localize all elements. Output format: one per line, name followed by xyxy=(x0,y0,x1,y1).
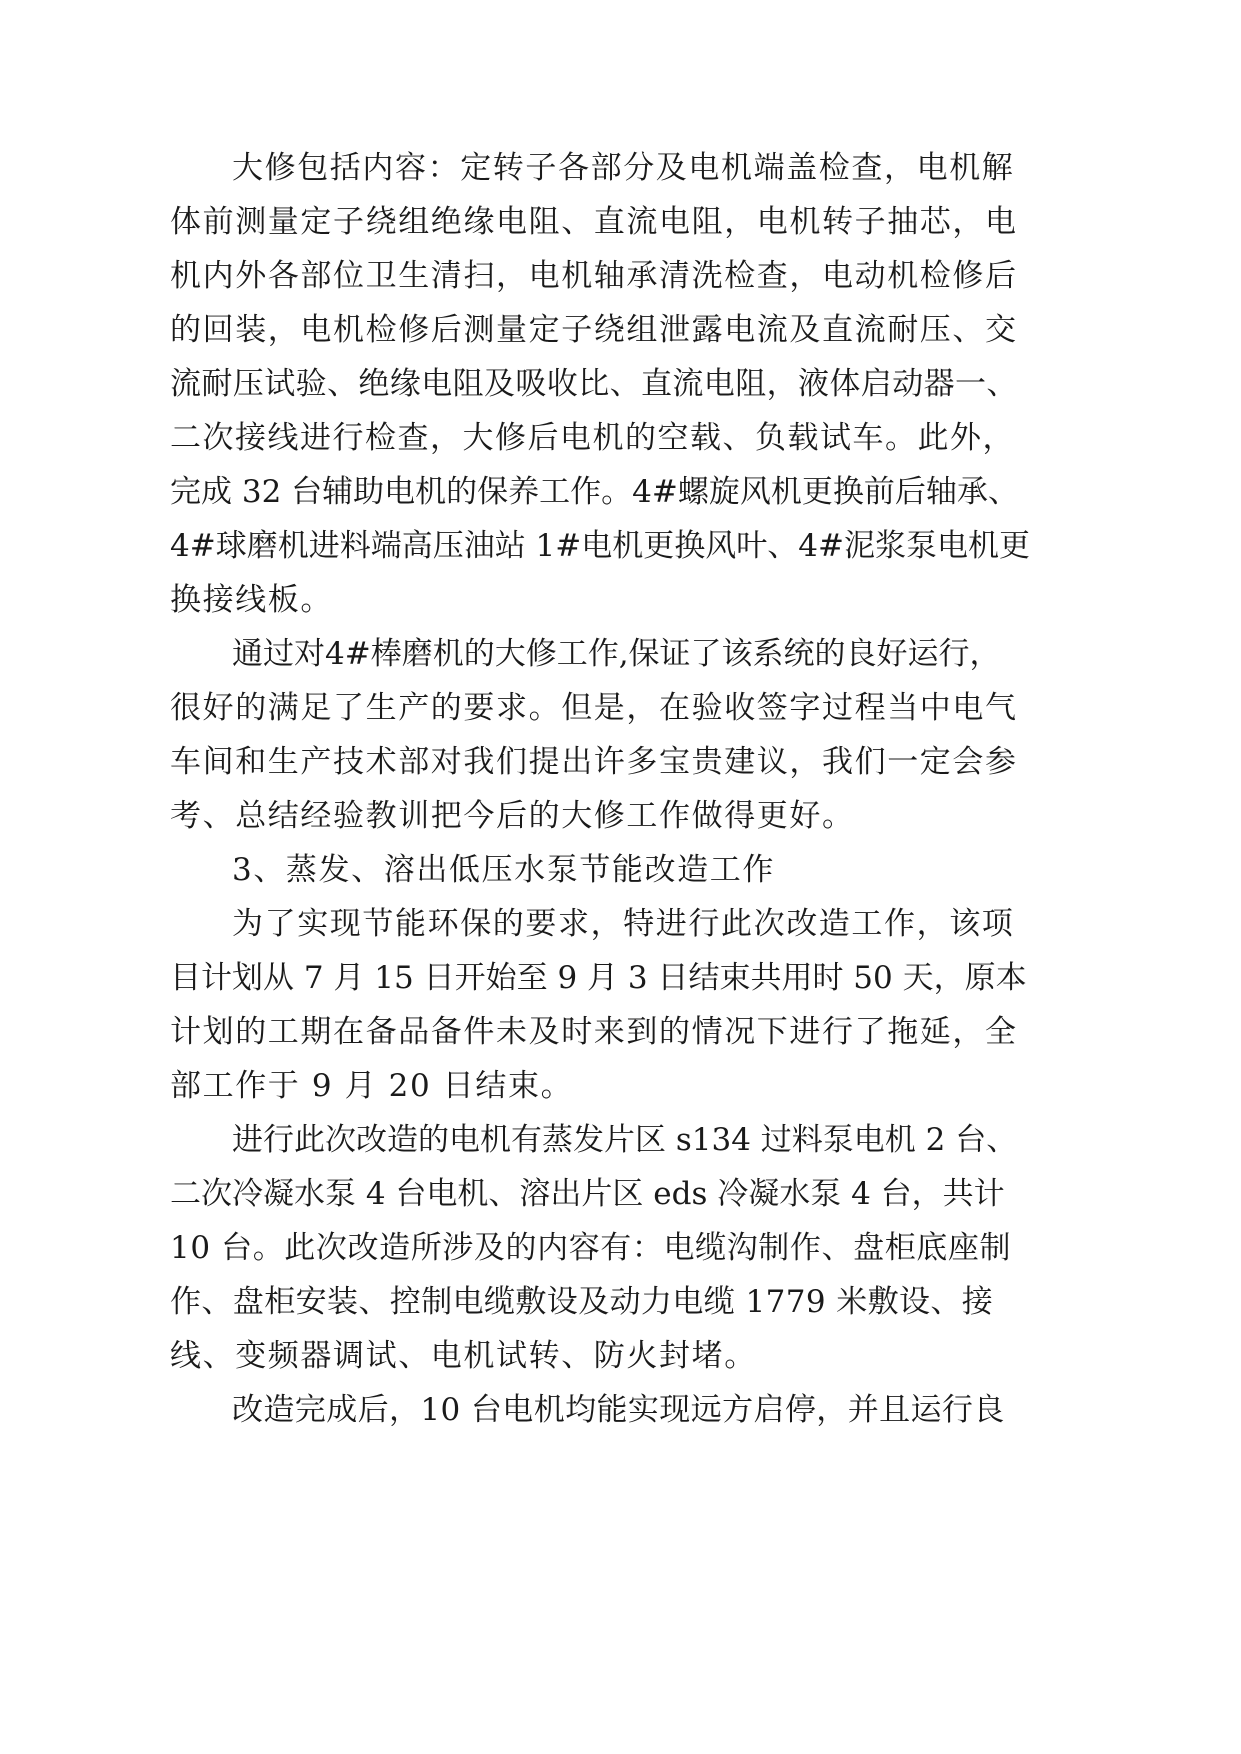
text-line: 部工作于 9 月 20 日结束。 xyxy=(170,1068,574,1104)
text-line: 作、盘柜安装、控制电缆敷设及动力电缆 1779 米敷设、接 xyxy=(170,1284,994,1320)
text-line: 通过对4#棒磨机的大修工作,保证了该系统的良好运行， xyxy=(232,636,1001,672)
text-line: 车间和生产技术部对我们提出许多宝贵建议，我们一定会参 xyxy=(170,744,1018,780)
section-heading: 3、蒸发、溶出低压水泵节能改造工作 xyxy=(232,852,775,888)
text-line: 机内外各部位卫生清扫，电机轴承清洗检查，电动机检修后 xyxy=(170,258,1018,294)
text-line: 完成 32 台辅助电机的保养工作。4#螺旋风机更换前后轴承、 xyxy=(170,474,1019,510)
text-line: 体前测量定子绕组绝缘电阻、直流电阻，电机转子抽芯，电 xyxy=(170,204,1018,240)
text-line: 考、总结经验教训把今后的大修工作做得更好。 xyxy=(170,798,855,834)
text-line: 二次冷凝水泵 4 台电机、溶出片区 eds 冷凝水泵 4 台，共计 xyxy=(170,1176,1005,1212)
text-line: 进行此次改造的电机有蒸发片区 s134 过料泵电机 2 台、 xyxy=(232,1122,1018,1158)
text-line: 改造完成后，10 台电机均能实现远方启停，并且运行良 xyxy=(232,1392,1005,1428)
text-line: 线、变频器调试、电机试转、防火封堵。 xyxy=(170,1338,757,1374)
text-line: 目计划从 7 月 15 日开始至 9 月 3 日结束共用时 50 天，原本 xyxy=(170,960,1027,996)
text-line: 10 台。此次改造所涉及的内容有：电缆沟制作、盘柜底座制 xyxy=(170,1230,1012,1266)
text-line: 计划的工期在备品备件未及时来到的情况下进行了拖延，全 xyxy=(170,1014,1018,1050)
text-line: 4#球磨机进料端高压油站 1#电机更换风叶、4#泥浆泵电机更 xyxy=(170,528,1030,564)
text-line: 为了实现节能环保的要求，特进行此次改造工作，该项 xyxy=(232,906,1015,942)
text-line: 换接线板。 xyxy=(170,582,333,618)
text-line: 大修包括内容：定转子各部分及电机端盖检查，电机解 xyxy=(232,150,1015,186)
text-line: 二次接线进行检查，大修后电机的空载、负载试车。此外， xyxy=(170,420,1015,456)
text-line: 流耐压试验、绝缘电阻及吸收比、直流电阻，液体启动器一、 xyxy=(170,366,1018,402)
text-line: 的回装，电机检修后测量定子绕组泄露电流及直流耐压、交 xyxy=(170,312,1018,348)
text-line: 很好的满足了生产的要求。但是，在验收签字过程当中电气 xyxy=(170,690,1018,726)
